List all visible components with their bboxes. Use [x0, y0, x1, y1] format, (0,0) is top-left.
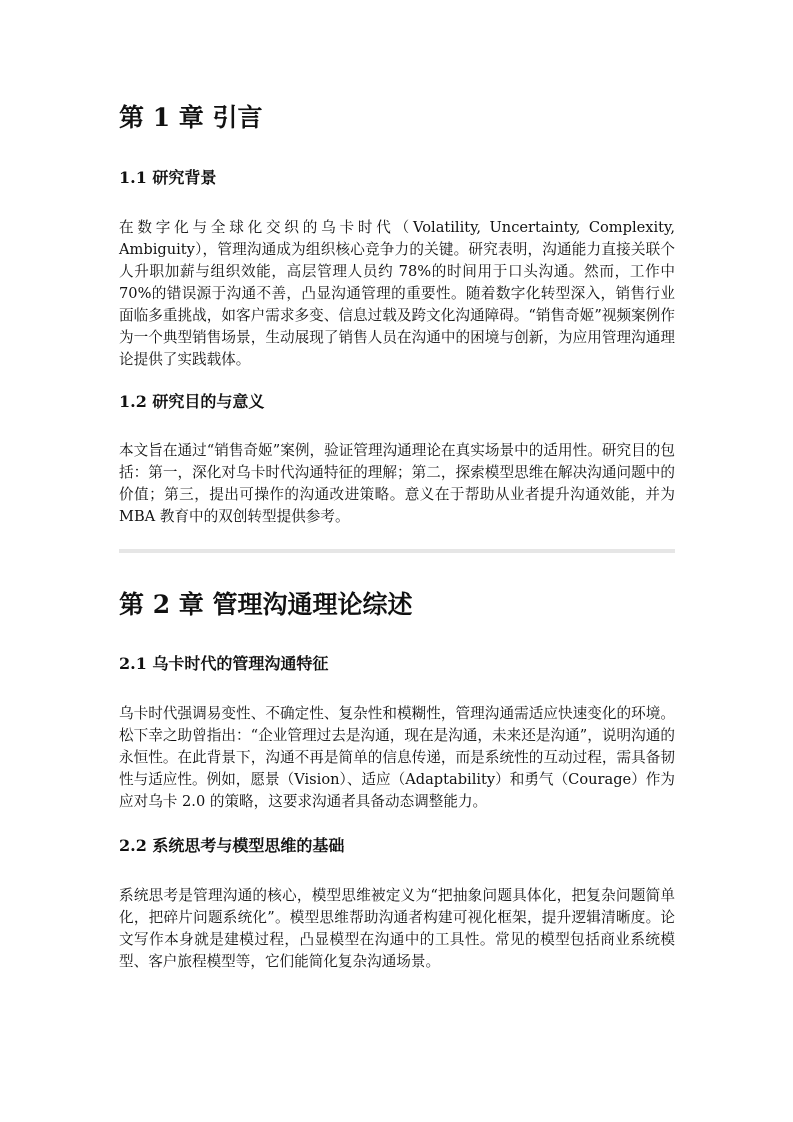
- section-2-1-paragraph: 乌卡时代强调易变性、不确定性、复杂性和模糊性，管理沟通需适应快速变化的环境。松下幸之助曾指出：“企业管理过去是沟通，现在是沟通，未来还是沟通”，说明沟通的永恒性。在此背景下，沟通不再是简单的信息传递，而是系统性的互动过程，需具备韧性与适应性。例如，愿景（Vision）、适应（Adaptability）和勇气（Courage）作为应对乌卡 2.0 的策略，这要求沟通者具备动态调整能力。: [119, 705, 675, 810]
- section-1-2-title: 1.2 研究目的与意义: [119, 392, 265, 411]
- chapter-2-title: 第 2 章 管理沟通理论综述: [119, 590, 413, 619]
- chapter-divider: [119, 549, 675, 553]
- section-1-2-paragraph: 本文旨在通过“销售奇姬”案例，验证管理沟通理论在真实场景中的适用性。研究目的包括：第一，深化对乌卡时代沟通特征的理解；第二，探索模型思维在解决沟通问题中的价值；第三，提出可操作的沟通改进策略。意义在于帮助从业者提升沟通效能，并为 MBA 教育中的双创转型提供参考。: [119, 442, 675, 525]
- section-1-1-paragraph: 在数字化与全球化交织的乌卡时代（Volatility, Uncertainty, Complexity, Ambiguity），管理沟通成为组织核心竞争力的关键。研究表明，沟通能力直接关联个人升职加薪与组织效能，高层管理人员约 78%的时间用于口头沟通。然而，工作中 70%的错误源于沟通不善，凸显沟通管理的重要性。随着数字化转型深入，销售行业面临多重挑战，如客户需求多变、信息过载及跨文化沟通障碍。“销售奇姬”视频案例作为一个典型销售场景，生动展现了销售人员在沟通中的困境与创新，为应用管理沟通理论提供了实践载体。: [119, 219, 675, 368]
- chapter-1-title: 第 1 章 引言: [119, 103, 263, 132]
- section-2-2-title: 2.2 系统思考与模型思维的基础: [119, 836, 345, 855]
- section-1-1-title: 1.1 研究背景: [119, 168, 217, 187]
- section-2-1-title: 2.1 乌卡时代的管理沟通特征: [119, 654, 329, 673]
- section-2-2-paragraph: 系统思考是管理沟通的核心，模型思维被定义为“把抽象问题具体化，把复杂问题简单化，把碎片问题系统化”。模型思维帮助沟通者构建可视化框架，提升逻辑清晰度。论文写作本身就是建模过程，凸显模型在沟通中的工具性。常见的模型包括商业系统模型、客户旅程模型等，它们能简化复杂沟通场景。: [119, 887, 675, 970]
